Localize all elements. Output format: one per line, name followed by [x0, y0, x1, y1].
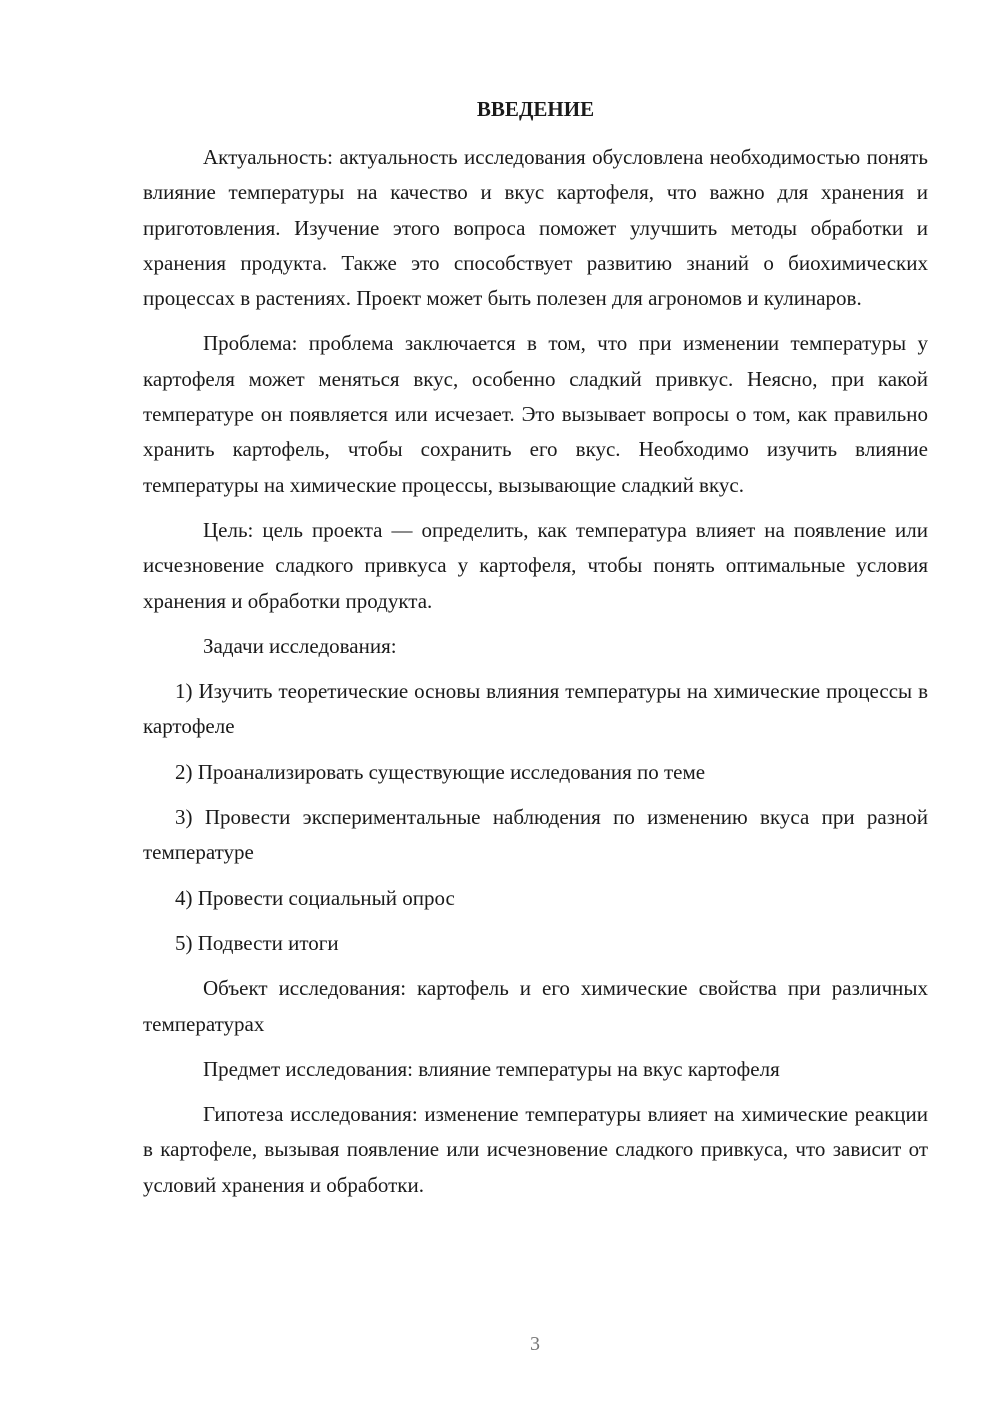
task-item-4: 4) Провести социальный опрос: [175, 885, 455, 910]
section-heading: ВВЕДЕНИЕ: [476, 97, 595, 121]
task-item-1: 1) Изучить теоретические основы влияния температуры на химические процессы в картофеле: [143, 679, 928, 739]
document-page: [143, 92, 928, 1213]
problem-paragraph: Проблема: проблема заключается в том, что при изменении температуры у картофеля может меняться вкус, особенно сладкий привкус. Неясно, при какой температуре он появляется или исчезает. Это вызывает вопросы о том, как правильно хранить картофель, чтобы сохранить его вкус. Необходимо изучить влияние температуры на химические процессы, вызывающие сладкий вкус.: [143, 331, 928, 497]
task-item-3: 3) Провести экспериментальные наблюдения по изменению вкуса при разной температуре: [143, 805, 928, 865]
hypothesis-paragraph: Гипотеза исследования: изменение температуры влияет на химические реакции в картофеле, вызывая появление или исчезновение сладкого привкуса, что зависит от условий хранения и обработки.: [143, 1102, 928, 1197]
page-number: 3: [530, 1333, 540, 1355]
task-item-2: 2) Проанализировать существующие исследования по теме: [175, 759, 706, 784]
research-subject-paragraph: Предмет исследования: влияние температуры на вкус картофеля: [203, 1056, 780, 1081]
goal-paragraph: Цель: цель проекта — определить, как температура влияет на появление или исчезновение сладкого привкуса у картофеля, чтобы понять оптимальные условия хранения и обработки продукта.: [143, 517, 928, 613]
relevance-paragraph: Актуальность: актуальность исследования обусловлена необходимостью понять влияние температуры на качество и вкус картофеля, что важно для хранения и приготовления. Изучение этого вопроса поможет улучшить методы обработки и хранения продукта. Также это способствует развитию знаний о биохимических процессах в растениях. Проект может быть полезен для агрономов и кулинаров.: [143, 145, 928, 311]
research-object-paragraph: Объект исследования: картофель и его химические свойства при различных температурах: [143, 976, 928, 1036]
task-item-5: 5) Подвести итоги: [175, 930, 339, 955]
tasks-heading: Задачи исследования:: [203, 633, 397, 658]
